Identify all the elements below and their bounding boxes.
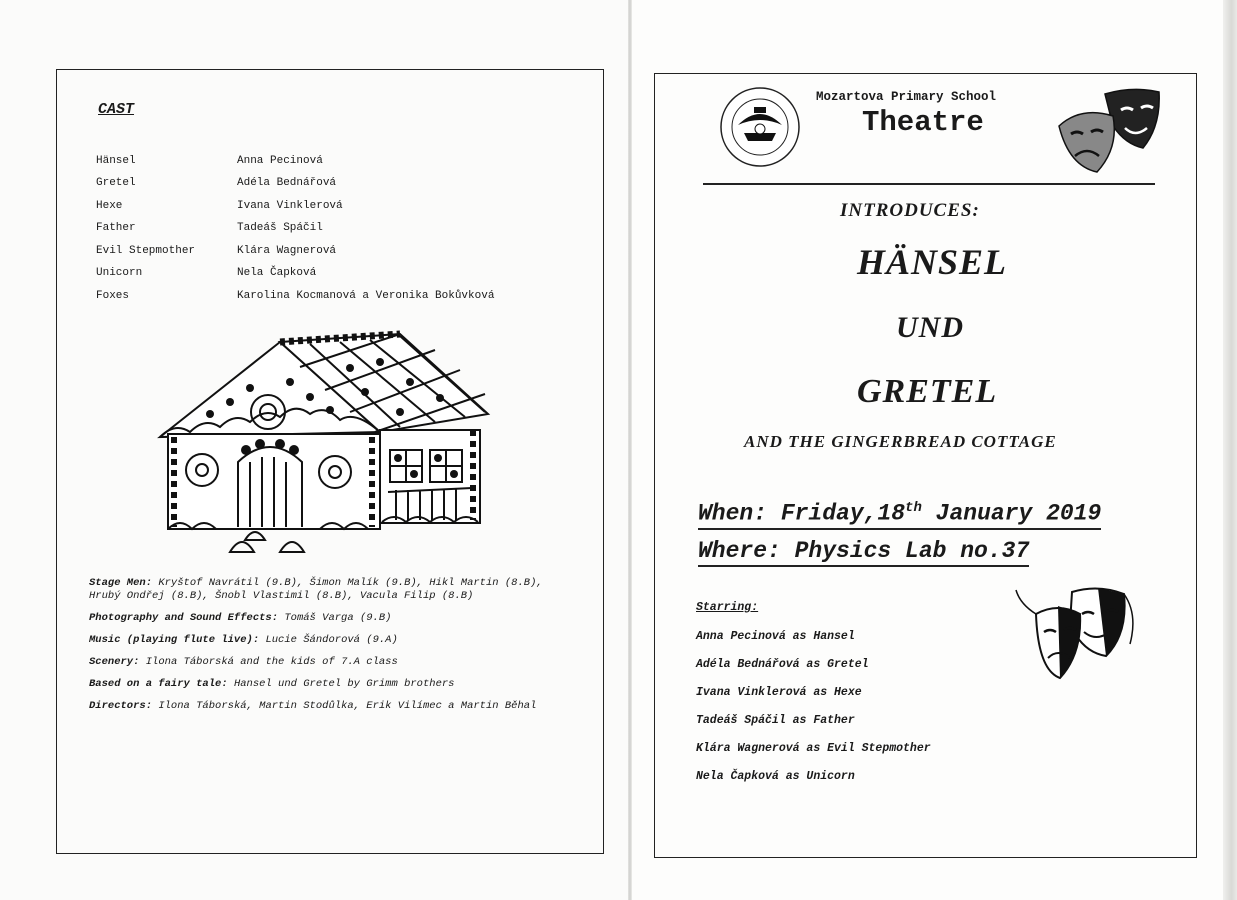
credits-section (89, 577, 559, 722)
cast-role: Father (96, 222, 136, 234)
cast-actor: Karolina Kocmanová a Veronika Bokůvková (237, 290, 495, 302)
cast-role: Evil Stepmother (96, 245, 196, 257)
event-when: When: Friday,18th January 2019 (698, 500, 1101, 530)
title-gretel: GRETEL (857, 373, 998, 410)
theatre-title: Theatre (862, 106, 984, 139)
starring-item: Tadeáš Spáčil as Father (696, 714, 855, 727)
cast-role: Hexe (96, 200, 123, 212)
cast-role: Hänsel (96, 155, 136, 167)
cast-row (96, 222, 576, 240)
school-logo (718, 85, 802, 169)
credit-music: Music (playing flute live): Lucie Šándorová (9.A) (89, 634, 398, 646)
credit-based-on: Based on a fairy tale: Hansel und Gretel by Grimm brothers (89, 678, 455, 690)
school-name: Mozartova Primary School (816, 90, 997, 104)
cast-row (96, 290, 576, 308)
cast-row (96, 200, 576, 218)
credit-stage-men: Stage Men: Kryštof Navrátil (9.B), Šimon Malík (9.B), Hikl Martin (8.B), Hrubý Ondřej (8.B), Šnobl Vlastimil (8.B), Vacula Filip (8.B) (89, 577, 543, 602)
starring-item: Anna Pecinová as Hansel (696, 630, 855, 643)
theatre-masks-icon (1055, 86, 1165, 178)
header-divider (703, 183, 1155, 185)
title-hansel: HÄNSEL (857, 242, 1008, 282)
comedy-tragedy-masks-icon (1010, 584, 1140, 684)
cast-actor: Ivana Vinklerová (237, 200, 343, 212)
cast-role: Gretel (96, 177, 136, 189)
starring-item: Nela Čapková as Unicorn (696, 770, 855, 783)
starring-item: Klára Wagnerová as Evil Stepmother (696, 742, 931, 755)
cast-actor: Nela Čapková (237, 267, 317, 279)
cast-role: Unicorn (96, 267, 143, 279)
credit-scenery: Scenery: Ilona Táborská and the kids of 7.A class (89, 656, 398, 668)
cast-heading: CAST (98, 101, 135, 118)
cast-actor: Klára Wagnerová (237, 245, 337, 257)
cast-role: Foxes (96, 290, 130, 302)
cast-row (96, 267, 576, 285)
credit-photography: Photography and Sound Effects: Tomáš Varga (9.B) (89, 612, 392, 624)
cast-row (96, 245, 576, 263)
introduces-label: INTRODUCES: (840, 200, 980, 221)
subtitle: AND THE GINGERBREAD COTTAGE (744, 432, 1057, 451)
cast-actor: Adéla Bednářová (237, 177, 337, 189)
starring-item: Adéla Bednářová as Gretel (696, 658, 869, 671)
cast-row (96, 177, 576, 195)
credit-directors: Directors: Ilona Táborská, Martin Stodůlka, Erik Vilímec a Martin Běhal (89, 700, 537, 712)
page-edge-shadow (1223, 0, 1237, 900)
page-fold (628, 0, 632, 900)
starring-label: Starring: (696, 601, 759, 614)
event-where: Where: Physics Lab no.37 (698, 538, 1029, 567)
title-und: UND (896, 311, 964, 344)
cast-row (96, 155, 576, 173)
right-page-border (654, 73, 1197, 858)
gingerbread-house-illustration (150, 322, 495, 557)
cast-actor: Anna Pecinová (237, 155, 323, 167)
cast-actor: Tadeáš Spáčil (237, 222, 323, 234)
starring-item: Ivana Vinklerová as Hexe (696, 686, 862, 699)
